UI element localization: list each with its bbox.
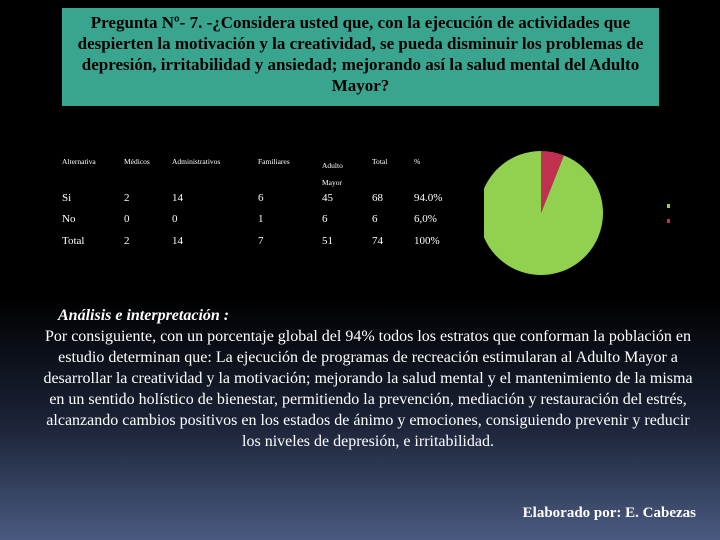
header-alternativa: Alternativa [62, 157, 96, 166]
table-cell: 6 [372, 213, 378, 225]
table-cell: 94.0% [414, 192, 443, 204]
header-administrativos: Administrativos [172, 157, 221, 166]
question-title: Pregunta Nº- 7. -¿Considera usted que, con la ejecución de actividades que despierten la motivación y la creatividad, se pueda disminuir los problemas de depresión, irritabilidad y ansiedad; mejorando así la salud mental del Adulto Mayor? [77, 13, 644, 95]
table-cell: 6,0% [414, 213, 437, 225]
table-cell: 51 [322, 235, 333, 247]
table-cell: 100% [414, 235, 440, 247]
table-cell: 14 [172, 192, 183, 204]
table-cell: 2 [124, 235, 130, 247]
table-cell: 45 [322, 192, 333, 204]
table-cell: 6 [322, 213, 328, 225]
header-medicos: Médicos [124, 157, 150, 166]
table-cell: 7 [258, 235, 264, 247]
header-total: Total [372, 157, 388, 166]
table-cell: 0 [124, 213, 130, 225]
table-cell: Total [62, 235, 85, 247]
header-percent: % [414, 157, 421, 166]
table-cell: 74 [372, 235, 383, 247]
table-cell: 2 [124, 192, 130, 204]
legend-marker-no [667, 219, 670, 223]
table-cell: 1 [258, 213, 264, 225]
table-cell: No [62, 213, 76, 225]
table-cell: 68 [372, 192, 383, 204]
pie-chart [484, 144, 604, 289]
table-cell: 6 [258, 192, 264, 204]
header-familiares: Familiares [258, 157, 290, 166]
table-cell: 14 [172, 235, 183, 247]
legend-marker-si [667, 204, 670, 208]
title-banner [62, 8, 659, 106]
table-cell: 0 [172, 213, 178, 225]
analysis-heading: Análisis e interpretación : [58, 307, 230, 324]
author-credit: Elaborado por: E. Cabezas [522, 505, 696, 521]
analysis-body: Por consiguiente, con un porcentaje global del 94% todos los estratos que conforman la población en estudio determinan que: La ejecución de programas de recreación estimularan al Adulto Mayor a desarrollar la creatividad y la motivación; mejorando la salud mental y el mantenimiento de la misma en un sentido holístico de bienestar, permitiendo la prevención, mediación y restauración del estrés, alcanzando cambios positivos en los estados de ánimo y emociones, consiguiendo prevenir y reducir los niveles de depresión, e irritabilidad. [43, 328, 693, 450]
header-adulto-mayor: Adulto Mayor [322, 161, 343, 187]
pie-chart-svg [484, 144, 604, 284]
table-cell: Si [62, 192, 72, 204]
analysis-section [38, 305, 698, 452]
